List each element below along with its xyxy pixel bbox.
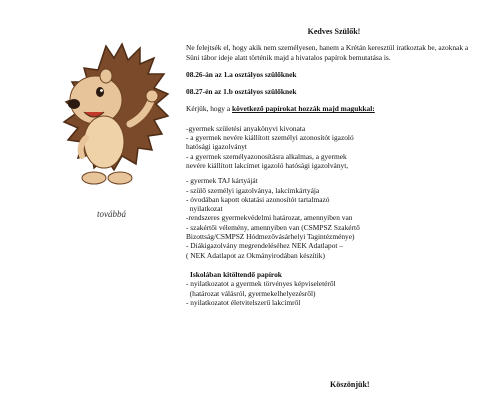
school-papers-heading: Iskolában kitöltendő papírok xyxy=(190,269,282,279)
list-item: - Diákigazolvány megrendeléséhez NEK Adatlapot – xyxy=(186,241,343,251)
list-item: hatósági igazolványt xyxy=(186,142,247,152)
documents-list xyxy=(186,124,482,260)
letter-body xyxy=(186,27,482,307)
intro-paragraph: Ne felejtsék el, hogy akik nem személyesen, hanem a Krétán keresztül iratkoztak be, azoknak a Süni tábor ideje alatt történik majd a hivatalos papírok bemutatása is. xyxy=(186,43,469,62)
image-caption: továbbá xyxy=(97,209,126,219)
request-paragraph xyxy=(186,104,482,113)
list-item: - gyermek TAJ kártyáját xyxy=(186,176,258,186)
thanks-text: Köszönjük! xyxy=(330,380,370,389)
list-item: nyilatkozat xyxy=(186,204,223,214)
list-item: - nyilatkozatot életvitelszerű lakcímről xyxy=(186,297,301,307)
date-line-1a: 08.26-án az 1.a osztályos szülőknek xyxy=(186,69,297,79)
list-item: - a gyermek nevére kiállított személyi azonosítót igazoló xyxy=(186,133,354,143)
list-item: -gyermek születési anyakönyvi kivonata xyxy=(186,123,306,133)
letter-title: Kedves Szülők! xyxy=(307,27,361,36)
request-emphasis: következő papírokat hozzák majd magukkal: xyxy=(231,104,375,114)
date-line-1b: 08.27-én az 1.b osztályos szülőknek xyxy=(186,87,297,97)
hedgehog-illustration xyxy=(48,38,180,198)
list-item: - szülő személyi igazolványa, lakcímkártyája xyxy=(186,185,320,195)
list-item: Bizottság/CSMPSZ Hódmezővásárhelyi Tagintézménye) xyxy=(186,232,355,242)
list-item: -rendszeres gyermekvédelmi határozat, amennyiben van xyxy=(186,213,353,223)
list-item: - óvodában kapott oktatási azonosítót tartalmazó xyxy=(186,194,330,204)
list-item: - a gyermek személyazonosításra alkalmas, a gyermek xyxy=(186,151,347,161)
request-prefix: Kérjük, hogy a xyxy=(186,104,232,114)
list-item: nevére kiállított lakcímet igazoló hatósági igazolványt, xyxy=(186,160,349,170)
list-item: (határozat válásról, gyermekelhelyezésről) xyxy=(186,288,316,298)
list-item: ( NEK Adatlapot az Okmányirodában készítik) xyxy=(186,250,325,260)
list-item: - szakértői vélemény, amennyiben van (CSMPSZ Szakértő xyxy=(186,222,360,232)
list-item: - nyilatkozatot a gyermek törvényes képviseletéről xyxy=(186,279,336,289)
school-papers-list xyxy=(186,279,482,307)
